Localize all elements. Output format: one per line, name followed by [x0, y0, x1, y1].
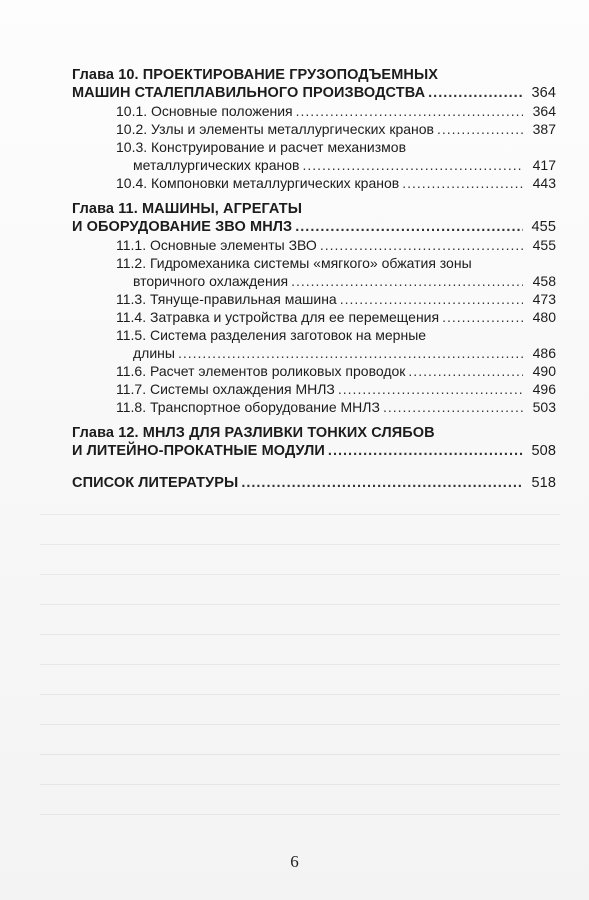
- toc-entry-line: [116, 156, 556, 174]
- toc-chapter-entry[interactable]: [72, 200, 556, 236]
- toc-page-number: 387: [532, 121, 556, 137]
- table-of-contents: [72, 66, 556, 492]
- dot-leader: [408, 362, 523, 380]
- toc-section-entry[interactable]: [72, 254, 556, 290]
- toc-entry-title: вторичного охлаждения: [133, 273, 289, 289]
- toc-page-number: 508: [531, 443, 556, 459]
- toc-entry-title: 10.1. Основные положения: [116, 103, 293, 119]
- toc-section-entry[interactable]: [72, 290, 556, 308]
- toc-entry-title: длины: [133, 345, 175, 361]
- dot-leader: [437, 120, 523, 138]
- toc-entry-line: [72, 474, 556, 492]
- toc-entry-title: И ОБОРУДОВАНИЕ ЗВО МНЛЗ: [72, 219, 293, 235]
- toc-section-entry[interactable]: [72, 236, 556, 254]
- dot-leader: [383, 398, 523, 416]
- toc-chapter-entry[interactable]: [72, 474, 556, 492]
- toc-page-number: 443: [532, 175, 556, 191]
- dot-leader: [291, 272, 523, 290]
- toc-entry-title: 11.3. Тянуще-правильная машина: [116, 291, 337, 307]
- toc-entry-title: 10.2. Узлы и элементы металлургических кранов: [116, 121, 434, 137]
- toc-section-entry[interactable]: [72, 102, 556, 120]
- dot-leader: [402, 174, 523, 192]
- toc-page-number: 490: [532, 363, 556, 379]
- toc-entry-title: Глава 11. МАШИНЫ, АГРЕГАТЫ: [72, 201, 302, 217]
- toc-entry-title: 11.1. Основные элементы ЗВО: [116, 237, 317, 253]
- toc-page-number: 364: [531, 85, 556, 101]
- toc-entry-line: [72, 84, 556, 102]
- dot-leader: [340, 290, 523, 308]
- dot-leader: [178, 344, 523, 362]
- toc-chapter-entry[interactable]: [72, 66, 556, 102]
- dot-leader: [295, 218, 523, 236]
- toc-page-number: 458: [532, 273, 556, 289]
- dot-leader: [296, 102, 523, 120]
- toc-chapter-entry[interactable]: [72, 424, 556, 460]
- toc-entry-line: [116, 272, 556, 290]
- toc-entry-line: [72, 218, 556, 236]
- toc-section-entry[interactable]: [72, 362, 556, 380]
- toc-entry-title: Глава 12. МНЛЗ ДЛЯ РАЗЛИВКИ ТОНКИХ СЛЯБОВ: [72, 425, 435, 441]
- toc-entry-line: [72, 442, 556, 460]
- entry-gap: [72, 192, 556, 200]
- toc-entry-line: [116, 308, 556, 326]
- toc-entry-line: [116, 344, 556, 362]
- toc-entry-line: [116, 380, 556, 398]
- toc-entry-title: МАШИН СТАЛЕПЛАВИЛЬНОГО ПРОИЗВОДСТВА: [72, 85, 426, 101]
- toc-section-entry[interactable]: [72, 120, 556, 138]
- toc-section-entry[interactable]: [72, 380, 556, 398]
- toc-page-number: 455: [532, 237, 556, 253]
- toc-entry-line: [116, 398, 556, 416]
- toc-section-entry[interactable]: [72, 138, 556, 174]
- toc-entry-title: 11.8. Транспортное оборудование МНЛЗ: [116, 399, 380, 415]
- dot-leader: [442, 308, 523, 326]
- toc-entry-title: 11.6. Расчет элементов роликовых проводок: [116, 363, 406, 379]
- dot-leader: [241, 474, 523, 492]
- toc-entry-title: И ЛИТЕЙНО-ПРОКАТНЫЕ МОДУЛИ: [72, 443, 325, 459]
- toc-entry-line: [116, 236, 556, 254]
- toc-entry-title: металлургических кранов: [133, 157, 300, 173]
- toc-section-entry[interactable]: [72, 174, 556, 192]
- toc-entry-title: Глава 10. ПРОЕКТИРОВАНИЕ ГРУЗОПОДЪЕМНЫХ: [72, 67, 439, 83]
- dot-leader: [328, 442, 523, 460]
- toc-page-number: 417: [532, 157, 556, 173]
- toc-entry-title: 11.5. Система разделения заготовок на мерные: [116, 327, 427, 343]
- entry-gap: [72, 416, 556, 424]
- entry-gap: [72, 460, 556, 474]
- toc-page-number: 473: [532, 291, 556, 307]
- toc-section-entry[interactable]: [72, 398, 556, 416]
- toc-entry-line: [116, 362, 556, 380]
- toc-entry-title: 11.2. Гидромеханика системы «мягкого» обжатия зоны: [116, 255, 472, 271]
- toc-entry-title: 10.4. Компоновки металлургических кранов: [116, 175, 400, 191]
- page-number: 6: [290, 852, 299, 871]
- toc-entry-line: [116, 120, 556, 138]
- toc-section-entry[interactable]: [72, 326, 556, 362]
- toc-entry-title: 11.7. Системы охлаждения МНЛЗ: [116, 381, 335, 397]
- dot-leader: [302, 156, 523, 174]
- toc-page-number: 486: [532, 345, 556, 361]
- toc-page-number: 518: [531, 475, 556, 491]
- toc-entry-line: [116, 102, 556, 120]
- toc-entry-title: 10.3. Конструирование и расчет механизмов: [116, 139, 407, 155]
- toc-page-number: 496: [532, 381, 556, 397]
- toc-page-number: 455: [531, 219, 556, 235]
- toc-page-number: 364: [532, 103, 556, 119]
- toc-entry-title: 11.4. Затравка и устройства для ее перемещения: [116, 309, 440, 325]
- toc-entry-line: [116, 290, 556, 308]
- toc-page-number: 480: [532, 309, 556, 325]
- dot-leader: [428, 84, 523, 102]
- toc-entry-line: [116, 174, 556, 192]
- dot-leader: [338, 380, 523, 398]
- toc-section-entry[interactable]: [72, 308, 556, 326]
- toc-page-number: 503: [532, 399, 556, 415]
- dot-leader: [320, 236, 523, 254]
- show-through-text: [40, 500, 560, 820]
- toc-entry-title: СПИСОК ЛИТЕРАТУРЫ: [72, 475, 239, 491]
